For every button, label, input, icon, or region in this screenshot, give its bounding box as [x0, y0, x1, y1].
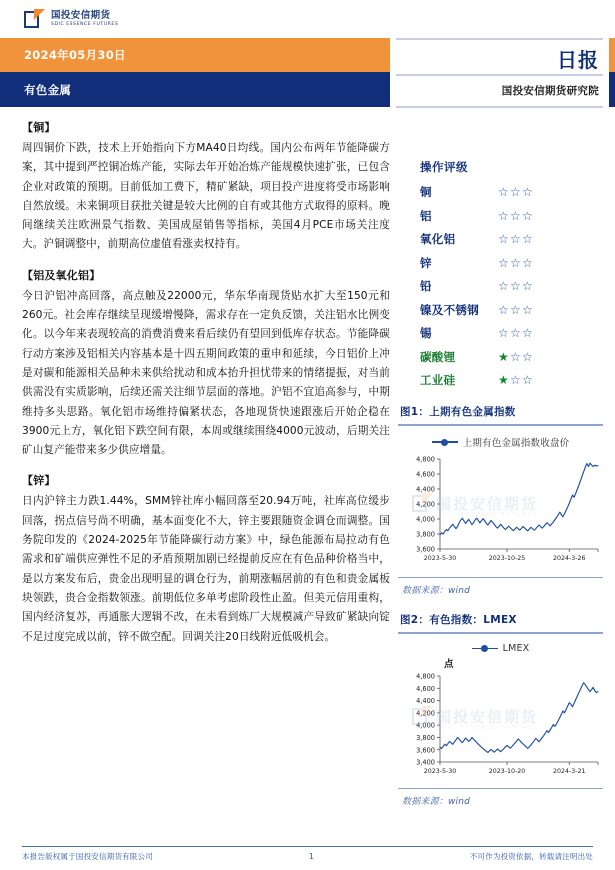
legend-label: LMEX — [502, 642, 530, 654]
watermark-name-en: SDIC ESSENCE FUTURES — [437, 724, 539, 731]
svg-text:4,800: 4,800 — [416, 672, 435, 681]
rating-metal-name: 锡 — [420, 326, 432, 340]
rating-stars: ☆☆☆ — [498, 232, 534, 246]
figure-rule-top — [398, 632, 603, 634]
line-chart-svg — [398, 449, 603, 577]
figure-rule-top — [398, 424, 603, 426]
svg-text:2023-5-30: 2023-5-30 — [423, 554, 457, 562]
rating-metal-name: 氧化铝 — [420, 232, 456, 246]
section-title: 【锌】 — [22, 474, 56, 488]
svg-text:3,800: 3,800 — [416, 530, 435, 539]
rating-row — [420, 184, 603, 200]
logo-name-en: SDIC ESSENCE FUTURES — [51, 22, 119, 27]
section-text: 今日沪铝冲高回落，高点触及22000元，华东华南现货贴水扩大至150元和260元。社会库存继续呈现缓增慢降，需求存在一定负反馈，关注铝水比例变化。以今年来表现较高的消费消费来看后续仍有望回到低库存状态。节能降碳行动方案涉及铝相关内容基本是十四五期间政策的重申和延续，今日铝价上冲是对碳和能源相关品种未来供给扰动和成本抬升担忧带来的情绪提振，对当前供需没有实质影响，后续还需关注细节层面的落地。沪铝不宜追高参与，中期维持多头思路。氧化铝市场维持偏紧状态，各地现货快速跟涨后开始企稳在3900元上方，氧化铝下跌空间有限，本周或继续围绕4000元波动，后期关注矿山复产能带来多少供应增量。 — [22, 289, 390, 457]
svg-text:4,600: 4,600 — [416, 684, 435, 693]
logo-bar — [0, 0, 615, 38]
rating-row — [420, 302, 603, 318]
rating-rows — [420, 184, 603, 388]
footer-page-number: 1 — [308, 852, 314, 861]
logo-mark-icon — [24, 9, 46, 30]
line-chart-svg — [398, 670, 603, 788]
rating-metal-name: 镍及不锈钢 — [420, 302, 479, 317]
report-date: 2024年05月30日 — [24, 48, 126, 62]
rating-stars: ☆☆☆ — [498, 279, 534, 293]
article-column — [22, 107, 390, 647]
rating-metal-name: 锌 — [420, 255, 432, 270]
section-title: 【铝及氧化铝】 — [22, 268, 101, 282]
rating-stars: ☆☆☆ — [498, 185, 534, 199]
svg-text:2023-10-25: 2023-10-25 — [488, 554, 526, 562]
rating-metal-name: 工业硅 — [420, 373, 456, 387]
sector-band-right-cap — [609, 72, 615, 107]
svg-text:4,200: 4,200 — [416, 709, 435, 718]
rating-metal-name: 铅 — [420, 279, 432, 293]
rating-stars: ☆☆☆ — [498, 326, 534, 340]
svg-text:2023-10-20: 2023-10-20 — [488, 767, 526, 775]
svg-text:4,800: 4,800 — [416, 455, 435, 464]
institute-name: 国投安信期货研究院 — [501, 85, 599, 97]
rating-metal-name: 铜 — [420, 185, 432, 199]
figure-legend — [398, 643, 603, 654]
rating-row — [420, 325, 603, 341]
figure-unit: 点 — [444, 658, 454, 670]
rating-row — [420, 278, 603, 294]
date-band-right-cap — [609, 38, 615, 72]
header-rule-top — [396, 38, 603, 40]
company-logo — [24, 9, 118, 30]
watermark-name-cn: 国投安信期货 — [436, 494, 539, 513]
svg-text:2023-5-30: 2023-5-30 — [423, 767, 457, 775]
svg-text:2024-3-21: 2024-3-21 — [552, 767, 586, 775]
figure-rule-bottom — [398, 788, 603, 790]
legend-label: 上期有色金属指数收盘价 — [462, 437, 570, 449]
svg-text:4,000: 4,000 — [416, 721, 435, 730]
header-right — [396, 38, 603, 107]
rating-row — [420, 231, 603, 247]
rating-metal-name: 铝 — [420, 208, 432, 223]
svg-text:4,400: 4,400 — [416, 696, 435, 705]
svg-text:4,400: 4,400 — [416, 485, 435, 494]
section-text: 周四铜价下跌，技术上开始指向下方MA40日均线。国内公布两年节能降碳方案，其中提到严控铜冶炼产能，实际去年开始冶炼产能规模快速扩张，已包含企业对政策的预期。目前低加工费下，精矿紧缺，项目投产进度将受市场影响自然放缓。未来铜项目获批关键是较大比例的自有或其他方式取得的原料。晚间继续关注欧洲景气指数、美国成屋销售等指标，美国4月PCE市场关注度大。沪铜调整中，前期高位虚值看涨卖权持有。 — [22, 142, 390, 251]
figure-rule-bottom — [398, 577, 603, 579]
report-sector: 有色金属 — [24, 83, 72, 97]
report-header — [0, 38, 615, 107]
figure-plot-area — [398, 670, 603, 788]
rating-row — [420, 372, 603, 388]
figure-1 — [398, 404, 603, 596]
rating-row — [420, 349, 603, 365]
footer-rule — [22, 846, 593, 847]
rating-heading: 操作评级 — [420, 160, 468, 174]
document-type: 日报 — [557, 48, 599, 72]
svg-text:4,600: 4,600 — [416, 470, 435, 479]
watermark-name-en: SDIC ESSENCE FUTURES — [437, 511, 539, 518]
figure-title: 图1：上期有色金属指数 — [400, 406, 516, 418]
rating-stars: ★☆☆ — [498, 349, 534, 364]
header-rule-middle — [396, 74, 603, 76]
section-copper — [22, 119, 390, 255]
figure-source: 数据来源：wind — [402, 586, 471, 597]
rating-row — [420, 255, 603, 271]
sidebar-column — [398, 107, 603, 807]
svg-text:3,600: 3,600 — [416, 746, 435, 755]
section-text: 日内沪锌主力跌1.44%，SMM锌社库小幅回落至20.94万吨，社库高位缓步回落，拐点信号尚不明确，基本面变化不大，锌主要跟随资金调仓而调整。国务院印发的《2024-2025年节能降碳行动方案》中，绿色能源布局拉动有色需求和矿端供应弹性不足的矛盾预期加剧已经提前反应在有色品种价格当中，是以方案发布后，贵金出现明显的调仓行为，前期涨幅居前的有色和贵金属板块领跌，贵合金指数领涨。前期低位多单考虑阶段性止盈。但美元信用重构，国内经济复苏，再通胀大逻辑不改，在未看到炼厂大规模减产导致矿紧缺向锭不足过度完成以前，锌不做空配。回调关注20日线附近低吸机会。 — [22, 495, 390, 643]
rating-metal-name: 碳酸锂 — [420, 349, 456, 364]
svg-text:4,000: 4,000 — [416, 515, 435, 524]
figure-source: 数据来源：wind — [402, 797, 471, 808]
figure-legend — [398, 435, 603, 449]
watermark-name-cn: 国投安信期货 — [436, 707, 539, 726]
operation-rating-table — [398, 159, 603, 388]
legend-marker-icon — [472, 644, 498, 653]
rating-stars: ☆☆☆ — [498, 255, 534, 270]
svg-text:3,600: 3,600 — [416, 545, 435, 554]
figure-plot-area — [398, 449, 603, 577]
rating-stars: ☆☆☆ — [498, 302, 534, 317]
svg-text:2024-3-26: 2024-3-26 — [552, 554, 586, 562]
figure-2 — [398, 612, 603, 807]
svg-text:4,200: 4,200 — [416, 500, 435, 509]
rating-stars: ★☆☆ — [498, 373, 534, 387]
section-title: 【铜】 — [22, 121, 56, 134]
footer-copyright: 本报告版权属于国投安信期货有限公司 — [22, 852, 153, 861]
section-aluminum — [22, 267, 390, 461]
svg-text:3,800: 3,800 — [416, 733, 435, 742]
figure-title: 图2：有色指数：LMEX — [400, 614, 517, 627]
svg-text:3,400: 3,400 — [416, 758, 435, 767]
logo-name-cn: 国投安信期货 — [51, 10, 111, 21]
legend-marker-icon — [432, 437, 458, 446]
report-footer — [0, 846, 615, 862]
section-zinc — [22, 472, 390, 646]
rating-stars: ☆☆☆ — [498, 208, 534, 223]
rating-row — [420, 208, 603, 224]
footer-disclaimer: 不可作为投资依据，转载请注明出处 — [469, 852, 593, 861]
